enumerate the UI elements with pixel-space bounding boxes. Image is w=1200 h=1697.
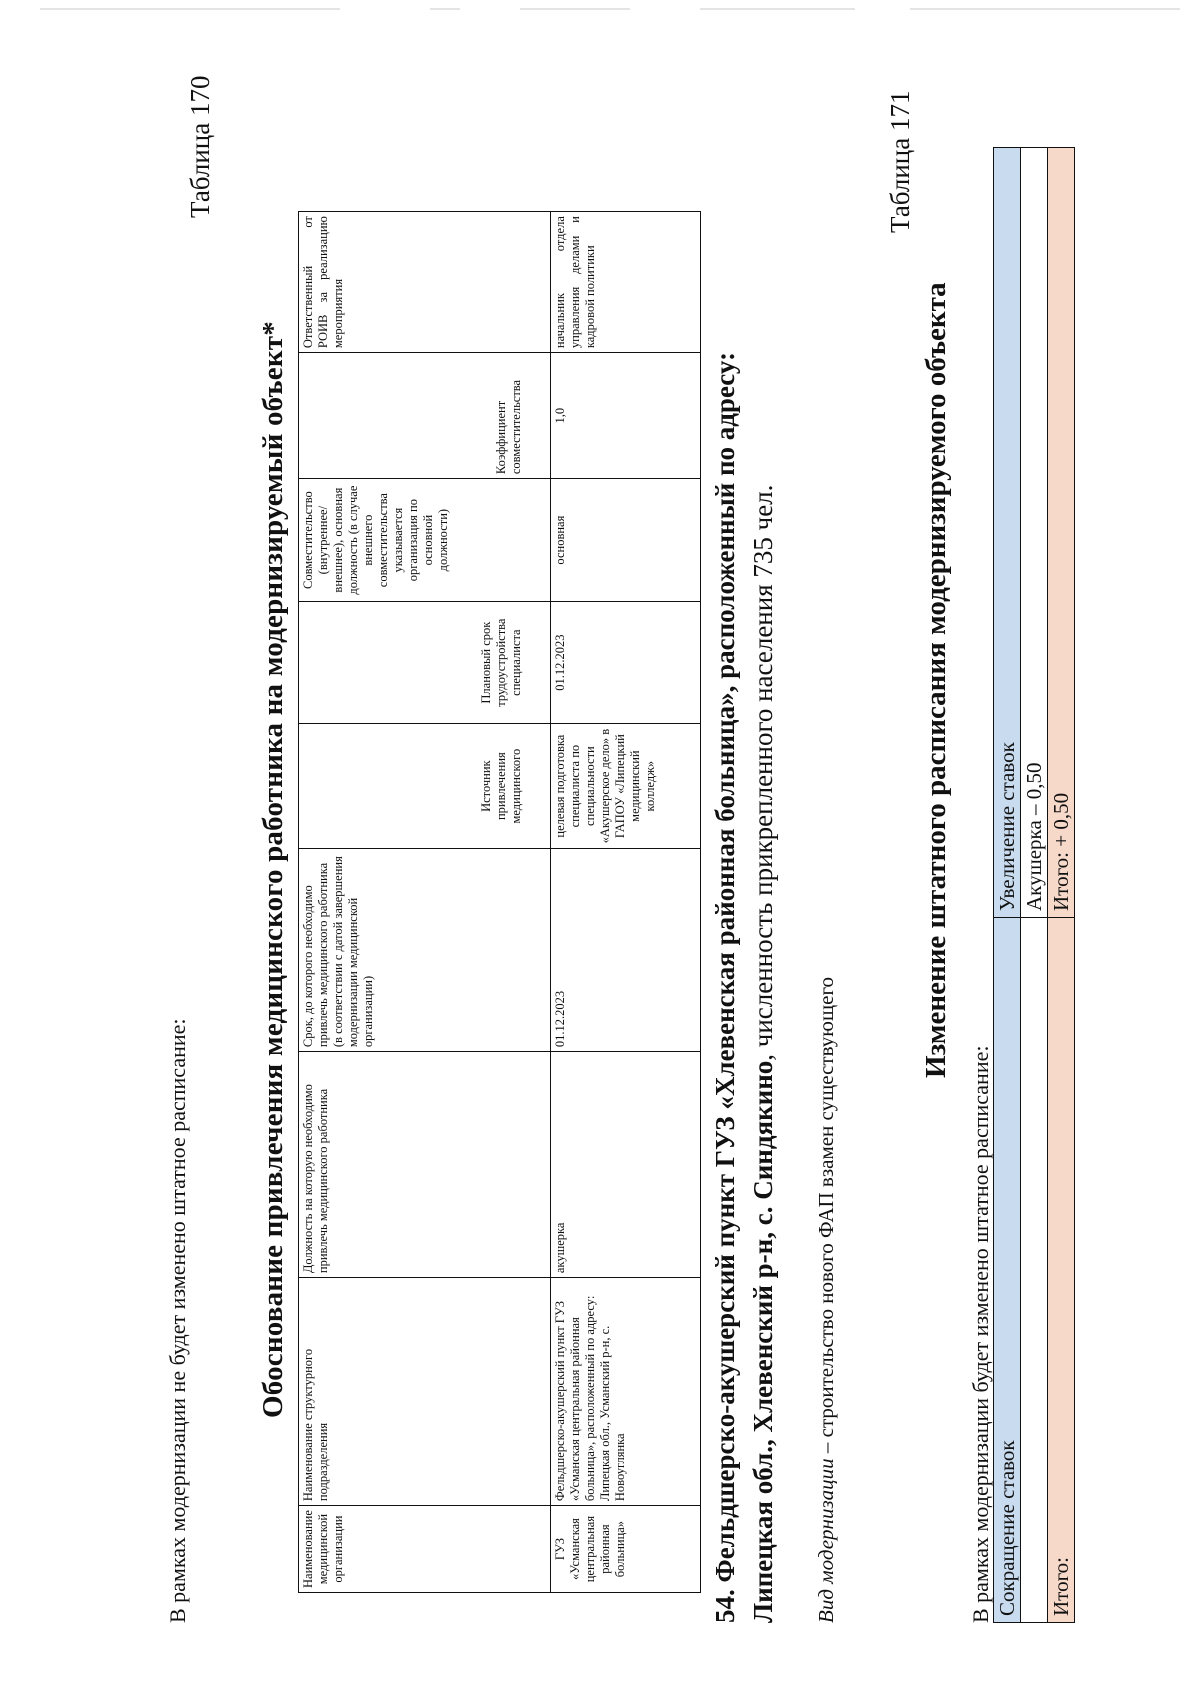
cell-deadline: 01.12.2023 <box>551 849 701 1052</box>
scan-edge-line <box>430 8 460 10</box>
scan-edge-line <box>700 8 855 10</box>
total-right: Итого: + 0,50 <box>1048 148 1075 918</box>
cell-combination: основная <box>551 479 701 602</box>
header-responsible: Ответственный от РОИВ за реализацию мероприятия <box>299 212 551 353</box>
modernization-type-text: – строительство нового ФАП взамен существующего <box>814 976 838 1459</box>
header-deadline: Срок, до которого необходимо привлечь медицинского работника (в соответствии с датой завершения модернизации медицинской организации) <box>299 849 551 1052</box>
scan-edge-line <box>520 8 630 10</box>
header-position: Должность на которую необходимо привлечь медицинского работника <box>299 1052 551 1278</box>
increase-item: Акушерка – 0,50 <box>1021 148 1048 918</box>
reduction-cell <box>1021 918 1048 1623</box>
table-170-label: Таблица 170 <box>185 75 215 218</box>
header-source: Источник привлечения медицинского <box>299 724 551 849</box>
cell-planned-date: 01.12.2023 <box>551 602 701 724</box>
fap-address: Липецкая обл., Хлевенский р-н, с. Синдякино <box>748 1060 778 1623</box>
header-planned-date: Плановый срок трудоустройства специалиста <box>299 602 551 724</box>
staff-change-intro: В рамках модернизации будет изменено штатное расписание: <box>968 1045 993 1623</box>
total-left: Итого: <box>1048 918 1075 1623</box>
staff-change-title: Изменение штатного расписания модернизируемого объекта <box>920 282 952 1078</box>
cell-position: акушерка <box>551 1052 701 1278</box>
cell-responsible: начальник отдела управления делами и кадровой политики <box>551 212 701 353</box>
table-row <box>551 212 701 1593</box>
fap-address-line <box>748 485 779 1623</box>
reduction-header: Сокращение ставок <box>994 918 1021 1623</box>
header-org: Наименование медицинской организации <box>299 1506 551 1593</box>
increase-header: Увеличение ставок <box>994 148 1021 918</box>
table-171 <box>993 147 1075 1623</box>
table-171-total-row <box>1048 148 1075 1623</box>
section-title: Обоснование привлечения медицинского работника на модернизируемый объект* <box>257 321 289 1418</box>
header-coefficient: Коэффициент совместительства <box>299 353 551 479</box>
fap-heading: 54. Фельдшерско-акушерский пункт ГУЗ «Хлевенская районная больница», расположенный по адресу: <box>710 351 740 1623</box>
rotated-page-content <box>50 33 1180 1633</box>
fap-population: , численность прикрепленного населения 735 чел. <box>748 484 778 1061</box>
table-header-row <box>299 212 551 1593</box>
table-171-row <box>1021 148 1048 1623</box>
table-171-label: Таблица 171 <box>885 90 915 233</box>
cell-org: ГУЗ «Усманская центральная районная больница» <box>551 1506 701 1593</box>
table-171-header-row <box>994 148 1021 1623</box>
table-170 <box>298 211 701 1593</box>
scan-edge-line <box>40 8 340 10</box>
cell-source: целевая подготовка специалиста по специальности «Акушерское дело» в ГАПОУ «Липецкий медицинский колледж» <box>551 724 701 849</box>
intro-line: В рамках модернизации не будет изменено штатное расписание: <box>165 1018 190 1623</box>
header-subdivision: Наименование структурного подразделения <box>299 1278 551 1506</box>
cell-subdivision: Фельдшерско-акушерский пункт ГУЗ «Усманская центральная районная больница», расположенный по адресу: Липецкая обл., Усманский р-н, с. Новоуглянка <box>551 1278 701 1506</box>
modernization-type-label: Вид модернизации <box>814 1458 838 1623</box>
scan-edge-line <box>910 8 1180 10</box>
cell-coefficient: 1,0 <box>551 353 701 479</box>
modernization-type <box>814 977 839 1623</box>
header-combination: Совместительство (внутреннее/внешнее), основная должность (в случае внешнего совместительства указывается организация по основной должности) <box>299 479 551 602</box>
